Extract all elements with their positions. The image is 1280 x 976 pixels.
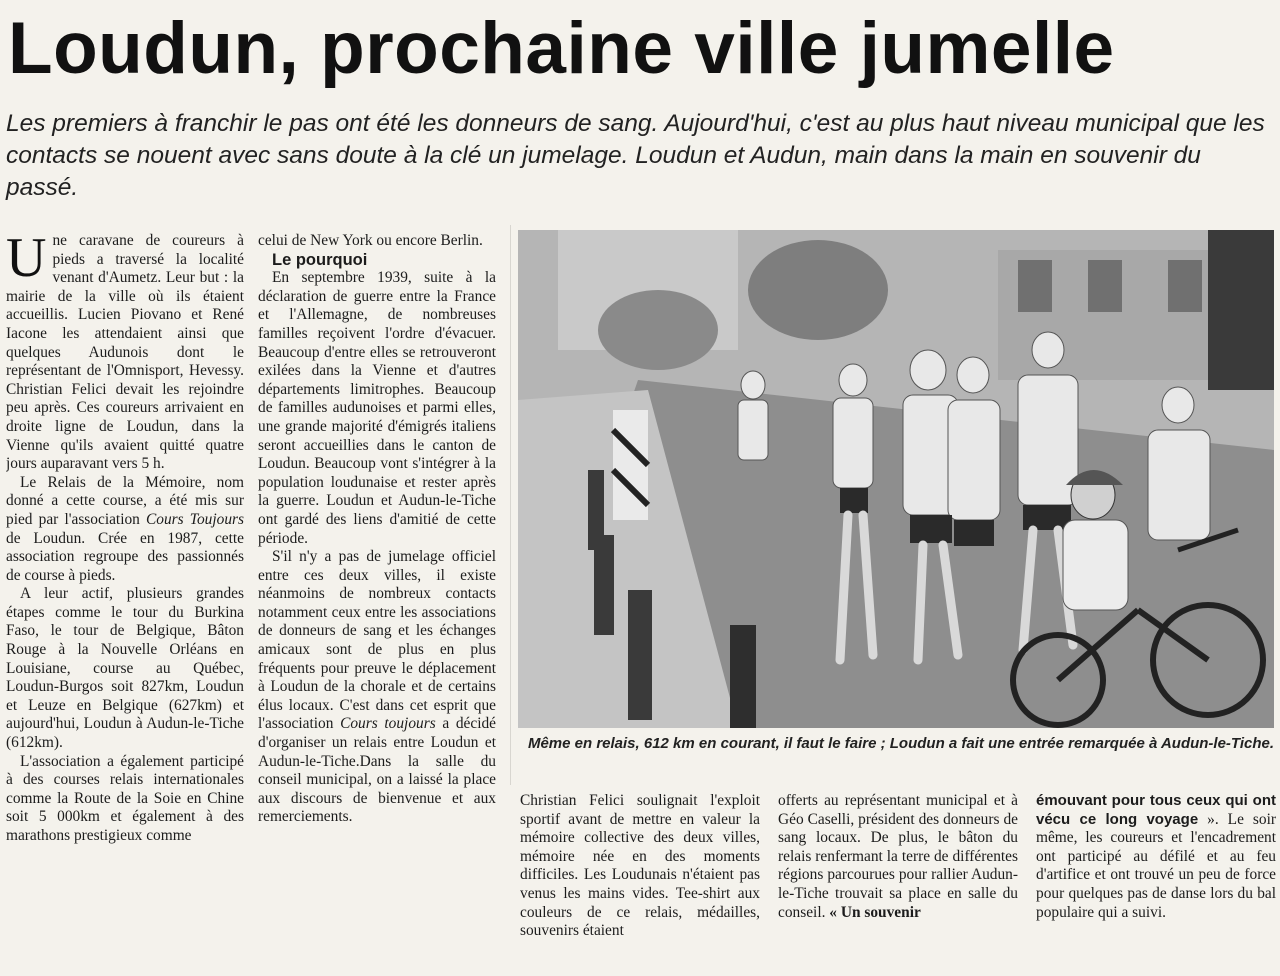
paragraph-3: A leur actif, plusieurs grandes étapes comme le tour du Burkina Faso, le tour de Belgique, Bâton Rouge à la Nouvelle Orléans en Louisiane, course au Québec, Loudun-Burgos soit 827km, Loudun et Leuze en Belgique (627km) et aujourd'hui, Loudun à Audun-le-Tiche (612km). <box>6 585 244 752</box>
association-name-2: Cours toujours <box>340 715 436 733</box>
article-column-3 <box>520 792 760 976</box>
article-column-1 <box>6 232 244 976</box>
paragraph-5: celui de New York ou encore Berlin. <box>258 232 483 249</box>
paragraph-7 <box>258 548 496 827</box>
chapo-intro: Les premiers à franchir le pas ont été les donneurs de sang. Aujourd'hui, c'est au plus haut niveau municipal que les contacts se nouent avec sans doute à la clé un jumelage. Loudun et Audun, main dans la main en souvenir du passé. <box>6 110 1265 201</box>
paragraph-8: Christian Felici soulignait l'exploit sportif avant de mettre en valeur la mémoire collective des deux villes, mémoire née en des moments difficiles. Les Loudunais n'étaient pas venus les mains vides. Tee-shirt aux couleurs de ce relais, médailles, souvenirs étaient <box>520 792 760 940</box>
article-photo <box>518 230 1274 728</box>
paragraph-2-text-a: Le Relais de la Mémoire, nom donné a cette course, a été mis sur pied par l'association <box>6 473 244 528</box>
paragraph-10-text: ». Le soir même, les coureurs et l'encadrement ont participé au défilé et au feu d'artifice et ont trouvé un peu de force pour quelques pas de danse lors du bal populaire qui a suivi. <box>1036 810 1276 921</box>
article-column-4 <box>778 792 1018 976</box>
quote-continuation: émouvant pour tous ceux qui ont vécu ce long voyage <box>1036 792 1276 828</box>
page-fold-line <box>510 225 511 785</box>
paragraph-1 <box>6 232 244 474</box>
association-name: Cours Toujours <box>146 510 244 528</box>
subheading: Le pourquoi <box>272 250 368 269</box>
drop-cap: U <box>6 232 47 289</box>
paragraph-9-text: offerts au représentant municipal et à Géo Caselli, président des donneurs de sang locaux. De plus, le bâton du relais renfermant la terre de différentes régions parcourues pour rallier Audun-le-Tiche trouvait sa place en salle du conseil. <box>778 792 1018 921</box>
headline: Loudun, prochaine ville jumelle <box>8 8 1115 89</box>
article-column-5 <box>1036 792 1276 976</box>
paragraph-7-text-a: S'il n'y a pas de jumelage officiel entre ces deux villes, il existe néanmoins de nombreux contacts notamment ceux entre les associations de donneurs de sang et les échanges amicaux sont de plus en plus fréquents pour preuve le déplacement à Loudun de la chorale et de certains élus locaux. C'est dans cet esprit que l'association <box>258 548 496 733</box>
article-column-2 <box>258 232 496 976</box>
paragraph-10 <box>1036 792 1276 922</box>
paragraph-6: En septembre 1939, suite à la déclaration de guerre entre la France et l'Allemagne, de nombreuses familles reçoivent l'ordre d'évacuer. Beaucoup d'entre elles se retrouveront exilées dans la Vienne et d'autres départements limitrophes. Beaucoup de familles audunoises et parmi elles, une grande majorité d'émigrés italiens seront accueillies dans le canton de Loudun. Beaucoup vont s'intégrer à la population loudunaise et rester après la guerre. Loudun et Audun-le-Tiche ont gardé des liens d'amitié de cette période. <box>258 269 496 547</box>
paragraph-9 <box>778 792 1018 922</box>
quote-start: « Un souvenir <box>829 903 921 921</box>
photo-runners-cyclist-icon <box>518 230 1274 728</box>
paragraph-7-text-b: a décidé d'organiser un relais entre Loudun et Audun-le-Tiche.Dans la salle du conseil municipal, on a laissé la place aux discours de bienvenue et aux remerciements. <box>258 715 496 826</box>
paragraph-4: L'association a également participé à des courses relais internationales comme la Route de la Soie en Chine soit 5 000km et également à des marathons prestigieux comme <box>6 752 244 844</box>
photo-caption: Même en relais, 612 km en courant, il faut le faire ; Loudun a fait une entrée remarquée à Audun-le-Tiche. <box>527 735 1274 752</box>
paragraph-1-text: ne caravane de coureurs à pieds a traversé la localité venant d'Aumetz. Leur but : la mairie de la ville où ils étaient accueillis. Lucien Piovano et René Iacone les attendaient ainsi que quelques Audunois dont le représentant de l'Omnisport, Hevessy. Christian Felici devait les rejoindre peu après. Ces coureurs arrivaient en droite ligne de Loudun, dans la Vienne qu'ils avaient quitté quatre jours auparavant vers 5 h. <box>6 232 244 473</box>
paragraph-2 <box>6 474 244 586</box>
paragraph-2-text-b: de Loudun. Crée en 1987, cette association regroupe des passionnés de course à pieds. <box>6 529 244 584</box>
